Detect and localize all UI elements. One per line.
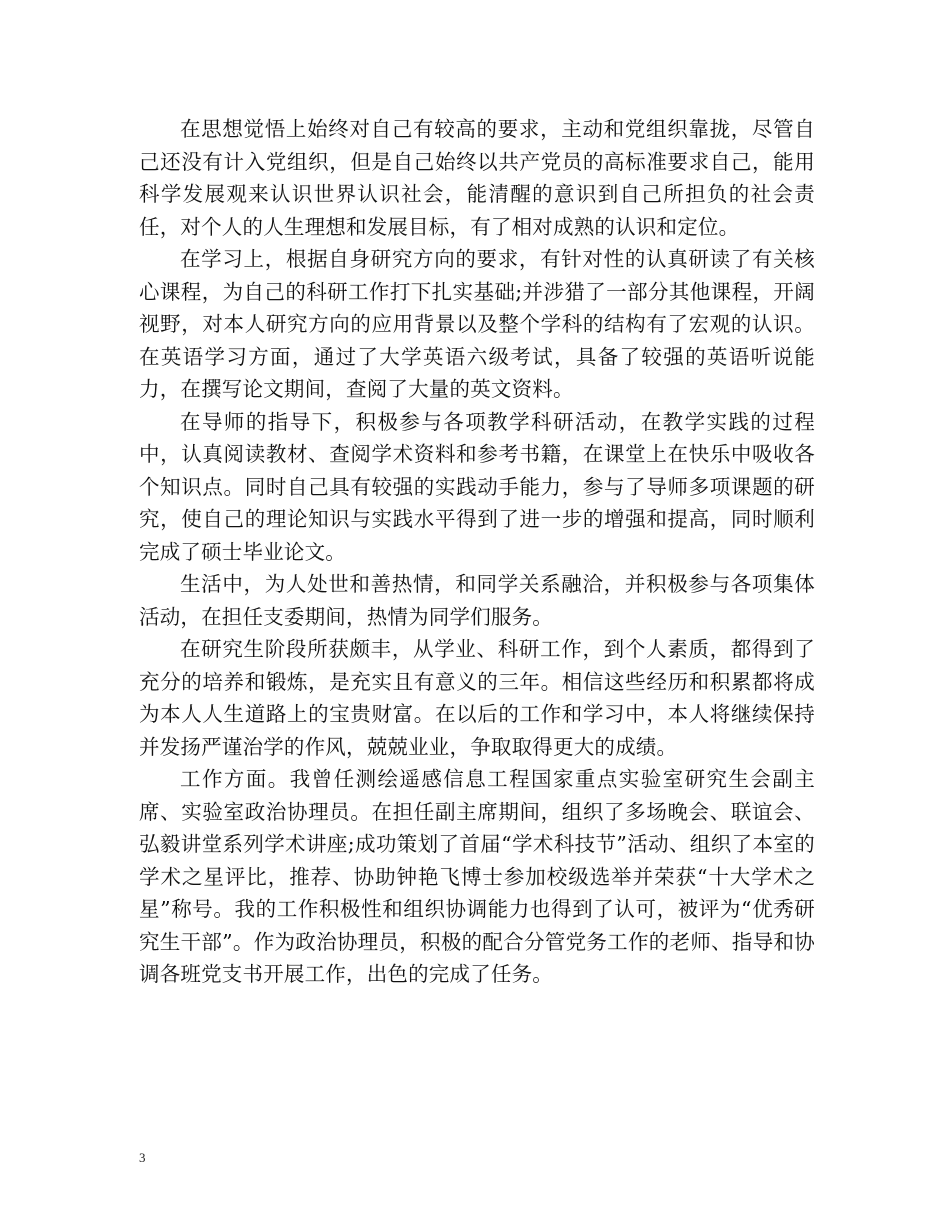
paragraph-work: 工作方面。我曾任测绘遥感信息工程国家重点实验室研究生会副主席、实验室政治协理员。在担任副主席期间，组织了多场晚会、联谊会、弘毅讲堂系列学术讲座;成功策划了首届“学术科技节”活动、组织了本室的学术之星评比，推荐、协助钟艳飞博士参加校级选举并荣获“十大学术之星”称号。我的工作积极性和组织协调能力也得到了认可，被评为“优秀研究生干部”。作为政治协理员，积极的配合分管党务工作的老师、指导和协调各班党支书开展工作，出色的完成了任务。 xyxy=(139,767,815,986)
page-number: 3 xyxy=(139,1150,146,1165)
paragraph-life: 生活中，为人处世和善热情，和同学关系融洽，并积极参与各项集体活动，在担任支委期间，热情为同学们服务。 xyxy=(139,572,815,629)
paragraph-summary: 在研究生阶段所获颇丰，从学业、科研工作，到个人素质，都得到了充分的培养和锻炼，是充实且有意义的三年。相信这些经历和积累都将成为本人人生道路上的宝贵财富。在以后的工作和学习中，本人将继续保持并发扬严谨治学的作风，兢兢业业，争取取得更大的成绩。 xyxy=(139,637,815,759)
paragraph-ideology: 在思想觉悟上始终对自己有较高的要求，主动和党组织靠拢，尽管自己还没有计入党组织，但是自己始终以共产党员的高标准要求自己，能用科学发展观来认识世界认识社会，能清醒的意识到自己所担负的社会责任，对个人的人生理想和发展目标，有了相对成熟的认识和定位。 xyxy=(139,117,815,239)
paragraph-research: 在导师的指导下，积极参与各项教学科研活动，在教学实践的过程中，认真阅读教材、查阅学术资料和参考书籍，在课堂上在快乐中吸收各个知识点。同时自己具有较强的实践动手能力，参与了导师多项课题的研究，使自己的理论知识与实践水平得到了进一步的增强和提高，同时顺利完成了硕士毕业论文。 xyxy=(139,409,815,564)
paragraph-study: 在学习上，根据自身研究方向的要求，有针对性的认真研读了有关核心课程，为自己的科研工作打下扎实基础;并涉猎了一部分其他课程，开阔视野，对本人研究方向的应用背景以及整个学科的结构有了宏观的认识。在英语学习方面，通过了大学英语六级考试，具备了较强的英语听说能力，在撰写论文期间，查阅了大量的英文资料。 xyxy=(139,247,815,401)
document-body xyxy=(139,113,815,991)
